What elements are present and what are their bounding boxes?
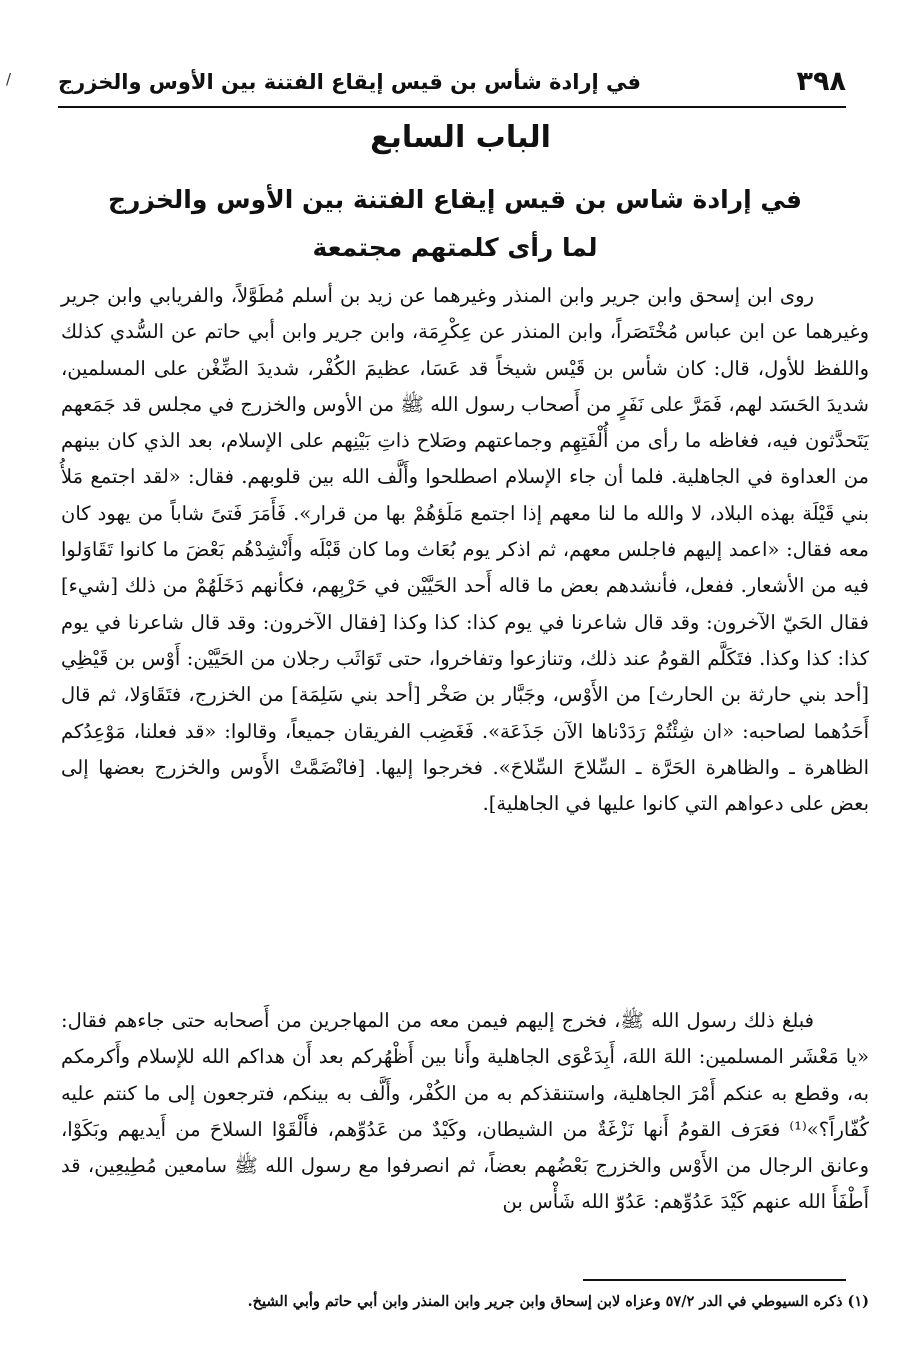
chapter-title-line-1: في إرادة شاس بن قيس إيقاع الفتنة بين الأوس والخزرج	[107, 185, 803, 214]
chapter-title-line-2: لما رأى كلمتهم مجتمعة	[312, 233, 598, 262]
page-header	[58, 62, 846, 108]
page-number: ٣٩٨	[796, 66, 846, 97]
body-paragraph-1: روى ابن إسحق وابن جرير وابن المنذر وغيرهما عن زيد بن أسلم مُطَوَّلاً، والفريابي وابن جرير وغيرهما عن ابن عباس مُخْتَصَراً، وابن المنذر عن عِكْرِمَة، وابن جرير وابن أبي حاتم عن السُّدي كذلك واللفظ للأول، قال: كان شأس بن قَيْس شيخاً قد عَسَا، عظيمَ الكُفْر، شديدَ الضِّغْن على المسلمين، شديدَ الحَسَد لهم، فَمَرَّ على نَفَرٍ من أَصحاب رسول الله ﷺ من الأوس والخزرج في مجلس قد جَمَعهم يَتَحدَّثون فيه، فغاظه ما رأى من أُلْفَتِهِم وجماعتهم وصَلاح ذاتِ بَيْنِهم على الإسلام، بعد الذي كان بينهم من العداوة في الجاهلية. فلما أن جاء الإسلام اصطلحوا وأَلَّف الله بين قلوبهم. فقال: «لقد اجتمع مَلأُ بني قَيْلَة بهذه البلاد، لا والله ما لنا معهم إذا اجتمع مَلَؤهُمْ بها من قرار». فَأَمَرَ فَتىً شاباً من يهود كان معه فقال: «اعمد إليهم فاجلس معهم، ثم اذكر يوم بُعَاث وما كان قَبْلَه وأَنْشِدْهُم بَعْضَ ما كانوا تَقَاوَلوا فيه من الأشعار. ففعل، فأنشدهم بعض ما قاله أَحد الحَيَّيْن في حَرْبِهم، فكأنهم دَخَلَهُمْ من ذلك [شيء] فقال الحَيّ الآخرون: وقد قال شاعرنا في يوم كذا: كذا وكذا [فقال الآخرون: وقد قال شاعرنا في يوم كذا: كذا وكذا. فتَكَلَّم القومُ عند ذلك، وتنازعوا وتفاخروا، حتى تَوَاثَب رجلان من الحَيَّيْن: أَوْس بن قَيْظِي [أحد بني حارثة بن الحارث] من الأَوْس، وجَبَّار بن صَخْر [أحد بني سَلِمَة] من الخزرج، فتَقَاوَلا، ثم قال أَحَدُهما لصاحبه: «ان شِئْتُمْ رَدَدْناها الآن جَذَعَة». فَغَضِب الفريقان جميعاً، وقالوا: «قد فعلنا، مَوْعِدُكم الظاهرة ـ والظاهرة الحَرَّة ـ السِّلاحَ السِّلاحَ». فخرجوا إليها. [فانْضَمَّتْ الأَوس والخزرج بعضها إلى بعض على دعواهم التي كانوا عليها في الجاهلية].	[61, 284, 869, 816]
body-paragraph-2: فبلغ ذلك رسول الله ﷺ، فخرج إليهم فيمن معه من المهاجرين من أَصحابه حتى جاءهم فقال: «يا مَعْشَر المسلمين: اللهَ اللهَ، أَبِدَعْوَى الجاهلية وأَنا بين أَظْهُركم بعد أَن هداكم الله للإسلام وأَكرمكم به، وقطع به عنكم أَمْرَ الجاهلية، واستنقذكم به من الكُفْر، وأَلَّف به بينكم، فترجعون إلى ما كنتم عليه كُفّاراً؟»⁽¹⁾ فعَرَف القومُ أَنها نَزْغَةٌ من الشيطان، وكَيْدٌ من عَدُوِّهم، فأَلْقَوْا السلاحَ من أَيديهم وبَكَوْا، وعانق الرجال من الأَوْس والخزرج بَعْضُهم بعضاً، ثم انصرفوا مع رسول الله ﷺ سامعين مُطِيعِين، قد أَطْفَأَ الله عنهم كَيْدَ عَدُوِّهم: عَدُوّ الله شَأْس بن	[61, 1009, 869, 1214]
chapter-label: الباب السابع	[370, 120, 551, 155]
stray-mark: /	[6, 70, 12, 88]
running-title: في إرادة شأس بن قيس إيقاع الفتنة بين الأوس والخزرج	[58, 70, 642, 94]
footnote: (١) ذكره السيوطي في الدر ٥٧/٢ وعزاه لابن إسحاق وابن جرير وابن المنذر وابن أبي حاتم وأبي الشيخ.	[247, 1293, 869, 1310]
footnote-separator	[583, 1279, 846, 1281]
